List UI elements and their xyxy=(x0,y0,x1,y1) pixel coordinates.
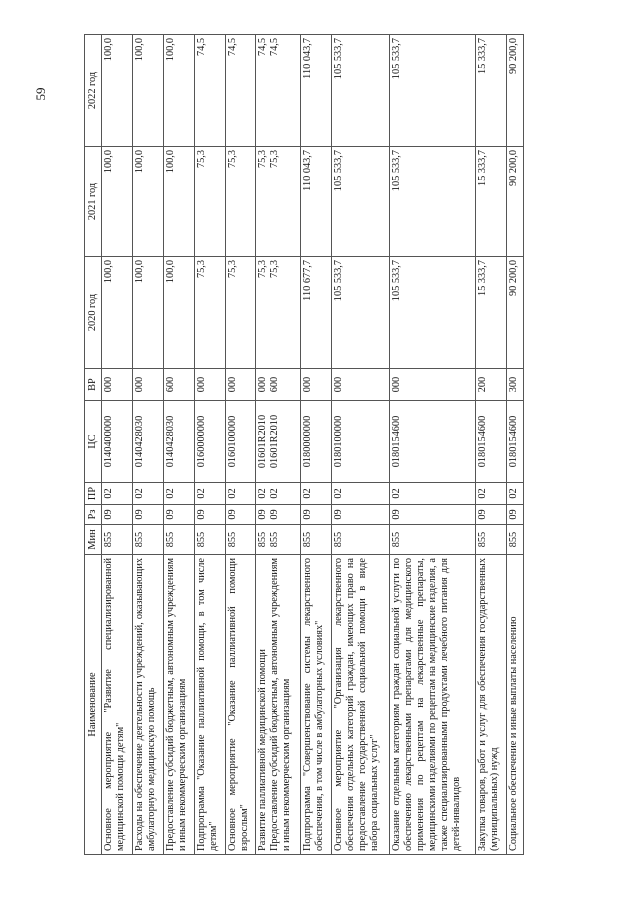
row-rz: 09 xyxy=(300,505,331,525)
row-pr: 02 xyxy=(506,483,523,505)
row-vr: 000 xyxy=(132,369,163,401)
row-min xyxy=(256,525,301,555)
row-cs: 0180000000 xyxy=(300,401,331,483)
row-pr xyxy=(256,483,301,505)
row-2022: 105 533,7 xyxy=(390,35,476,147)
row-name: Основное мероприятие "Оказание паллиативной помощи взрослым" xyxy=(225,555,256,855)
row-rz: 09 xyxy=(225,505,256,525)
row-2020: 100,0 xyxy=(102,257,133,369)
row-vr: 600 xyxy=(163,369,194,401)
row-cs: 0140428030 xyxy=(132,401,163,483)
row-2022: 74,5 xyxy=(225,35,256,147)
row-rz: 09 xyxy=(102,505,133,525)
row-2021: 75,3 xyxy=(194,147,225,257)
row-rz: 09 xyxy=(390,505,476,525)
row-2022: 100,0 xyxy=(163,35,194,147)
row-2021: 105 533,7 xyxy=(331,147,389,257)
budget-table xyxy=(84,34,524,855)
row-pr-value: 02 xyxy=(257,488,269,499)
page-number: 59 xyxy=(33,87,48,101)
row-cs: 0180100000 xyxy=(331,401,389,483)
row-pr: 02 xyxy=(225,483,256,505)
table-row xyxy=(475,35,506,855)
row-2022: 74,5 xyxy=(194,35,225,147)
row-rz: 09 xyxy=(506,505,523,525)
row-cs: 0160000000 xyxy=(194,401,225,483)
row-name-line: Развитие паллиативной медицинской помощи xyxy=(257,649,269,851)
row-2022: 90 200,0 xyxy=(506,35,523,147)
row-2022-value: 74,5 xyxy=(257,38,269,57)
row-2022-value: 74,5 xyxy=(269,38,281,57)
row-2020: 100,0 xyxy=(132,257,163,369)
row-2021: 110 043,7 xyxy=(300,147,331,257)
row-2021: 75,3 xyxy=(225,147,256,257)
row-2021 xyxy=(256,147,301,257)
table-header-row xyxy=(85,35,102,855)
row-name: Основное мероприятие "Организация лекарственного обеспечения отдельных категорий граждан, имеющих право на предоставление государственной социальной помощи в виде набора социальных услуг" xyxy=(331,555,389,855)
row-2022: 100,0 xyxy=(102,35,133,147)
row-name: Основное мероприятие "Развитие специализированной медицинской помощи детям" xyxy=(102,555,133,855)
row-pr: 02 xyxy=(331,483,389,505)
row-rz: 09 xyxy=(132,505,163,525)
row-2020-value: 75,3 xyxy=(257,260,269,279)
row-name-line: Предоставление субсидий бюджетным, автономным учреждениям и иным некоммерческим организациям xyxy=(269,558,293,851)
row-min: 855 xyxy=(475,525,506,555)
row-min: 855 xyxy=(163,525,194,555)
row-pr: 02 xyxy=(102,483,133,505)
row-2022 xyxy=(256,35,301,147)
header-cs: ЦС xyxy=(85,401,102,483)
row-cs: 0180154600 xyxy=(390,401,476,483)
row-rz: 09 xyxy=(331,505,389,525)
header-vr: ВР xyxy=(85,369,102,401)
table-row xyxy=(331,35,389,855)
row-vr: 000 xyxy=(300,369,331,401)
header-2022: 2022 год xyxy=(85,35,102,147)
row-cs xyxy=(256,401,301,483)
row-pr: 02 xyxy=(390,483,476,505)
row-rz-value: 09 xyxy=(269,509,281,520)
row-vr: 000 xyxy=(390,369,476,401)
row-min: 855 xyxy=(390,525,476,555)
row-2021-value: 75,3 xyxy=(257,150,269,169)
row-name xyxy=(256,555,301,855)
table-row xyxy=(225,35,256,855)
row-cs-value: 01601R2010 xyxy=(269,414,281,469)
row-2020: 105 533,7 xyxy=(331,257,389,369)
row-vr: 300 xyxy=(506,369,523,401)
row-2020: 110 677,7 xyxy=(300,257,331,369)
row-rz-value: 09 xyxy=(257,509,269,520)
row-2022: 110 043,7 xyxy=(300,35,331,147)
row-min: 855 xyxy=(194,525,225,555)
row-min: 855 xyxy=(331,525,389,555)
row-pr: 02 xyxy=(475,483,506,505)
row-name: Социальное обеспечение и иные выплаты населению xyxy=(506,555,523,855)
row-2020: 100,0 xyxy=(163,257,194,369)
row-vr-value: 600 xyxy=(269,376,281,393)
row-min: 855 xyxy=(132,525,163,555)
header-2020: 2020 год xyxy=(85,257,102,369)
row-vr: 000 xyxy=(225,369,256,401)
row-2020: 90 200,0 xyxy=(506,257,523,369)
table-row xyxy=(390,35,476,855)
table-row xyxy=(506,35,523,855)
row-cs: 0140400000 xyxy=(102,401,133,483)
row-vr-value: 000 xyxy=(257,376,269,393)
row-pr: 02 xyxy=(163,483,194,505)
header-pr: ПР xyxy=(85,483,102,505)
row-2021: 100,0 xyxy=(163,147,194,257)
row-rz: 09 xyxy=(475,505,506,525)
row-rz xyxy=(256,505,301,525)
table-row-combined xyxy=(256,35,301,855)
row-min: 855 xyxy=(225,525,256,555)
row-name: Предоставление субсидий бюджетным, автономным учреждениям и иным некоммерческим организациям xyxy=(163,555,194,855)
table-row xyxy=(132,35,163,855)
row-2021-value: 75,3 xyxy=(269,150,281,169)
row-pr: 02 xyxy=(194,483,225,505)
header-name: Наименование xyxy=(85,555,102,855)
row-cs-value: 01601R2010 xyxy=(257,414,269,469)
row-pr: 02 xyxy=(132,483,163,505)
row-2020: 75,3 xyxy=(194,257,225,369)
table-row xyxy=(163,35,194,855)
row-2021: 100,0 xyxy=(102,147,133,257)
header-2021: 2021 год xyxy=(85,147,102,257)
row-2021: 90 200,0 xyxy=(506,147,523,257)
row-2020: 15 333,7 xyxy=(475,257,506,369)
row-pr: 02 xyxy=(300,483,331,505)
row-min-value: 855 xyxy=(257,531,269,548)
row-2021: 105 533,7 xyxy=(390,147,476,257)
row-2022: 100,0 xyxy=(132,35,163,147)
header-min: Мин xyxy=(85,525,102,555)
row-2021: 100,0 xyxy=(132,147,163,257)
row-vr: 000 xyxy=(102,369,133,401)
row-2020 xyxy=(256,257,301,369)
row-cs: 0160100000 xyxy=(225,401,256,483)
row-vr: 200 xyxy=(475,369,506,401)
row-2022: 15 333,7 xyxy=(475,35,506,147)
table-row xyxy=(102,35,133,855)
row-min: 855 xyxy=(300,525,331,555)
table-row xyxy=(300,35,331,855)
row-cs: 0140428030 xyxy=(163,401,194,483)
row-name: Оказание отдельным категориям граждан социальной услуги по обеспечению лекарственными препаратами для медицинского применения по рецептам на лекарственные препараты, медицинскими изделиями по рецептам на медицинские изделия, а также специализированными продуктами лечебного питания для детей-инвалидов xyxy=(390,555,476,855)
rotated-table-wrapper xyxy=(84,35,524,855)
header-rz: Рз xyxy=(85,505,102,525)
row-rz: 09 xyxy=(163,505,194,525)
table-row xyxy=(194,35,225,855)
row-vr: 000 xyxy=(194,369,225,401)
row-min-value: 855 xyxy=(269,531,281,548)
row-name: Подпрограмма "Оказание паллиативной помощи, в том числе детям" xyxy=(194,555,225,855)
row-name: Расходы на обеспечение деятельности учреждений, оказывающих амбулаторную медицинскую помощь xyxy=(132,555,163,855)
row-rz: 09 xyxy=(194,505,225,525)
row-vr xyxy=(256,369,301,401)
row-2020-value: 75,3 xyxy=(269,260,281,279)
row-name: Подпрограмма "Совершенствование системы лекарственного обеспечения, в том числе в амбулаторных условиях" xyxy=(300,555,331,855)
row-2020: 105 533,7 xyxy=(390,257,476,369)
row-2020: 75,3 xyxy=(225,257,256,369)
row-2022: 105 533,7 xyxy=(331,35,389,147)
row-name: Закупка товаров, работ и услуг для обеспечения государственных (муниципальных) нужд xyxy=(475,555,506,855)
row-cs: 0180154600 xyxy=(506,401,523,483)
row-vr: 000 xyxy=(331,369,389,401)
row-min: 855 xyxy=(506,525,523,555)
row-cs: 0180154600 xyxy=(475,401,506,483)
row-min: 855 xyxy=(102,525,133,555)
row-2021: 15 333,7 xyxy=(475,147,506,257)
row-pr-value: 02 xyxy=(269,488,281,499)
